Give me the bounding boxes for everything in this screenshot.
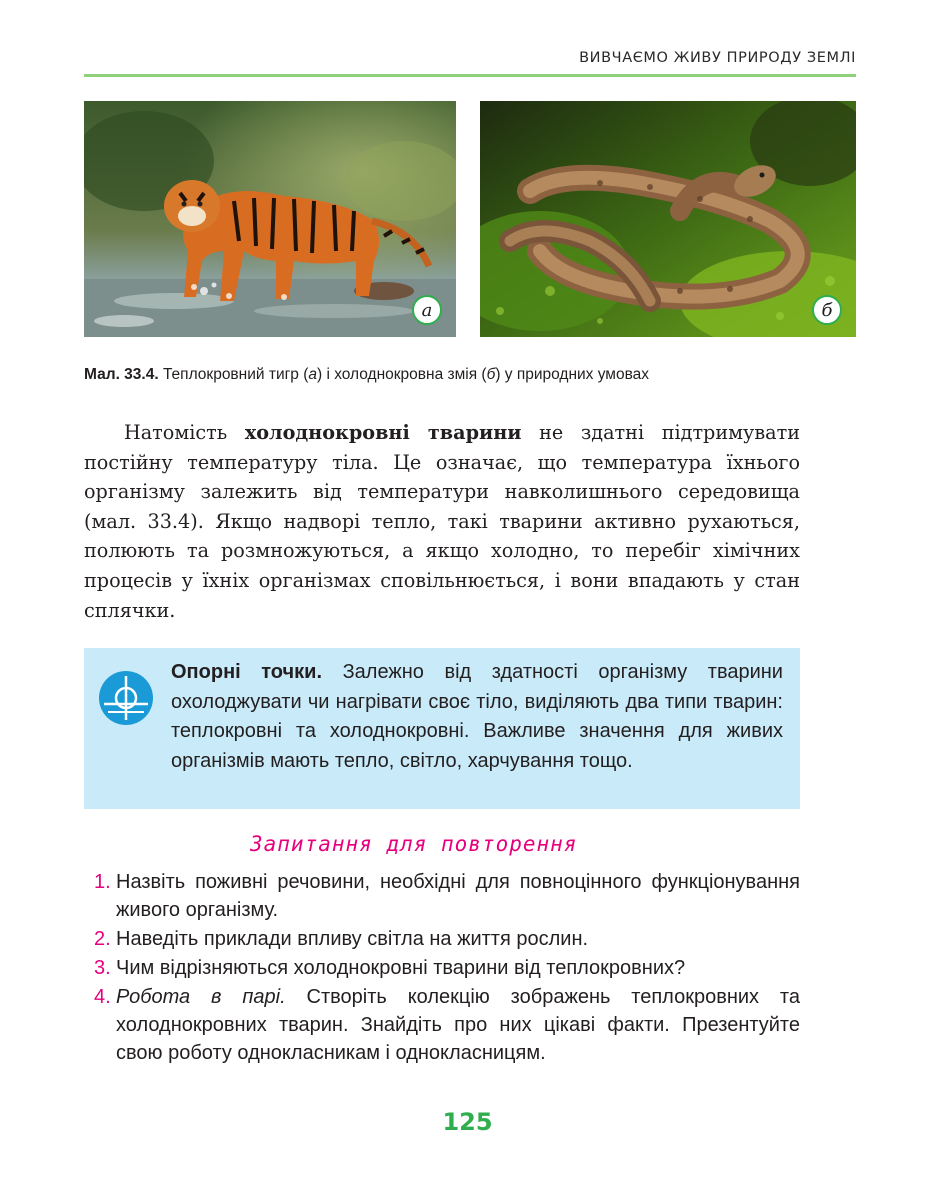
keypoints-body: Залежно від здатності організму тварини охолоджувати чи нагрівати своє тіло, виділяють два типи тварин: теплокровні та холоднокровні. Важливе значення для живих організмів мають тепло, світло, харчування тощо.	[171, 661, 783, 772]
body-paragraph	[84, 418, 800, 625]
figure-label-b: б	[812, 295, 842, 325]
questions-list	[94, 868, 800, 1068]
caption-text-2: ) і холоднокровна змія (	[316, 366, 487, 383]
caption-label-a: а	[308, 366, 317, 383]
caption-text-1: Теплокровний тигр (	[158, 366, 309, 383]
question-number: 2.	[94, 928, 111, 950]
caption-label-b: б	[486, 366, 496, 383]
target-icon	[98, 670, 154, 726]
caption-number: Мал. 33.4.	[84, 366, 159, 383]
figure-caption	[84, 366, 884, 384]
header-title: ВИВЧАЄМО ЖИВУ ПРИРОДУ ЗЕМЛІ	[579, 50, 856, 66]
question-text: Назвіть поживні речовини, необхідні для повноцінного функціонування живого організму.	[116, 871, 800, 921]
question-number: 4.	[94, 986, 111, 1008]
keypoints-heading: Опорні точки.	[171, 661, 322, 683]
caption-text-3: ) у природних умовах	[495, 366, 650, 383]
figure-label-a: а	[412, 295, 442, 325]
question-item	[94, 983, 800, 1067]
questions-title: Запитання для повторення	[250, 832, 578, 856]
keypoints-text	[171, 658, 783, 776]
snake-photo	[480, 101, 856, 337]
body-intro: Натомість	[124, 421, 245, 444]
running-header	[84, 44, 856, 77]
body-rest: не здатні підтримувати постійну температуру тіла. Це означає, що температура їхнього організму залежить від температури навколишнього середовища (мал. 33.4). Якщо надворі тепло, такі тварини активно рухаються, полюють та розмножуються, а якщо холодно, то перебіг хімічних процесів у їхніх організмах сповільнюється, і вони впадають у стан сплячки.	[84, 421, 800, 622]
question-text: Створіть колекцію зображень теплокровних та холоднокровних тварин. Знайдіть про них цікаві факти. Презентуйте свою роботу однокласникам і однокласницям.	[116, 986, 800, 1064]
question-item	[94, 868, 800, 924]
question-item	[94, 954, 800, 982]
question-italic: Робота в парі.	[116, 986, 286, 1008]
question-number: 1.	[94, 871, 111, 893]
page-number: 125	[442, 1108, 493, 1136]
question-number: 3.	[94, 957, 111, 979]
question-text: Наведіть приклади впливу світла на життя рослин.	[116, 928, 589, 950]
question-item	[94, 925, 800, 953]
question-text: Чим відрізняються холоднокровні тварини від теплокровних?	[116, 957, 686, 979]
keypoints-box	[84, 648, 800, 809]
tiger-photo	[84, 101, 456, 337]
body-term: холоднокровні тварини	[244, 421, 522, 444]
